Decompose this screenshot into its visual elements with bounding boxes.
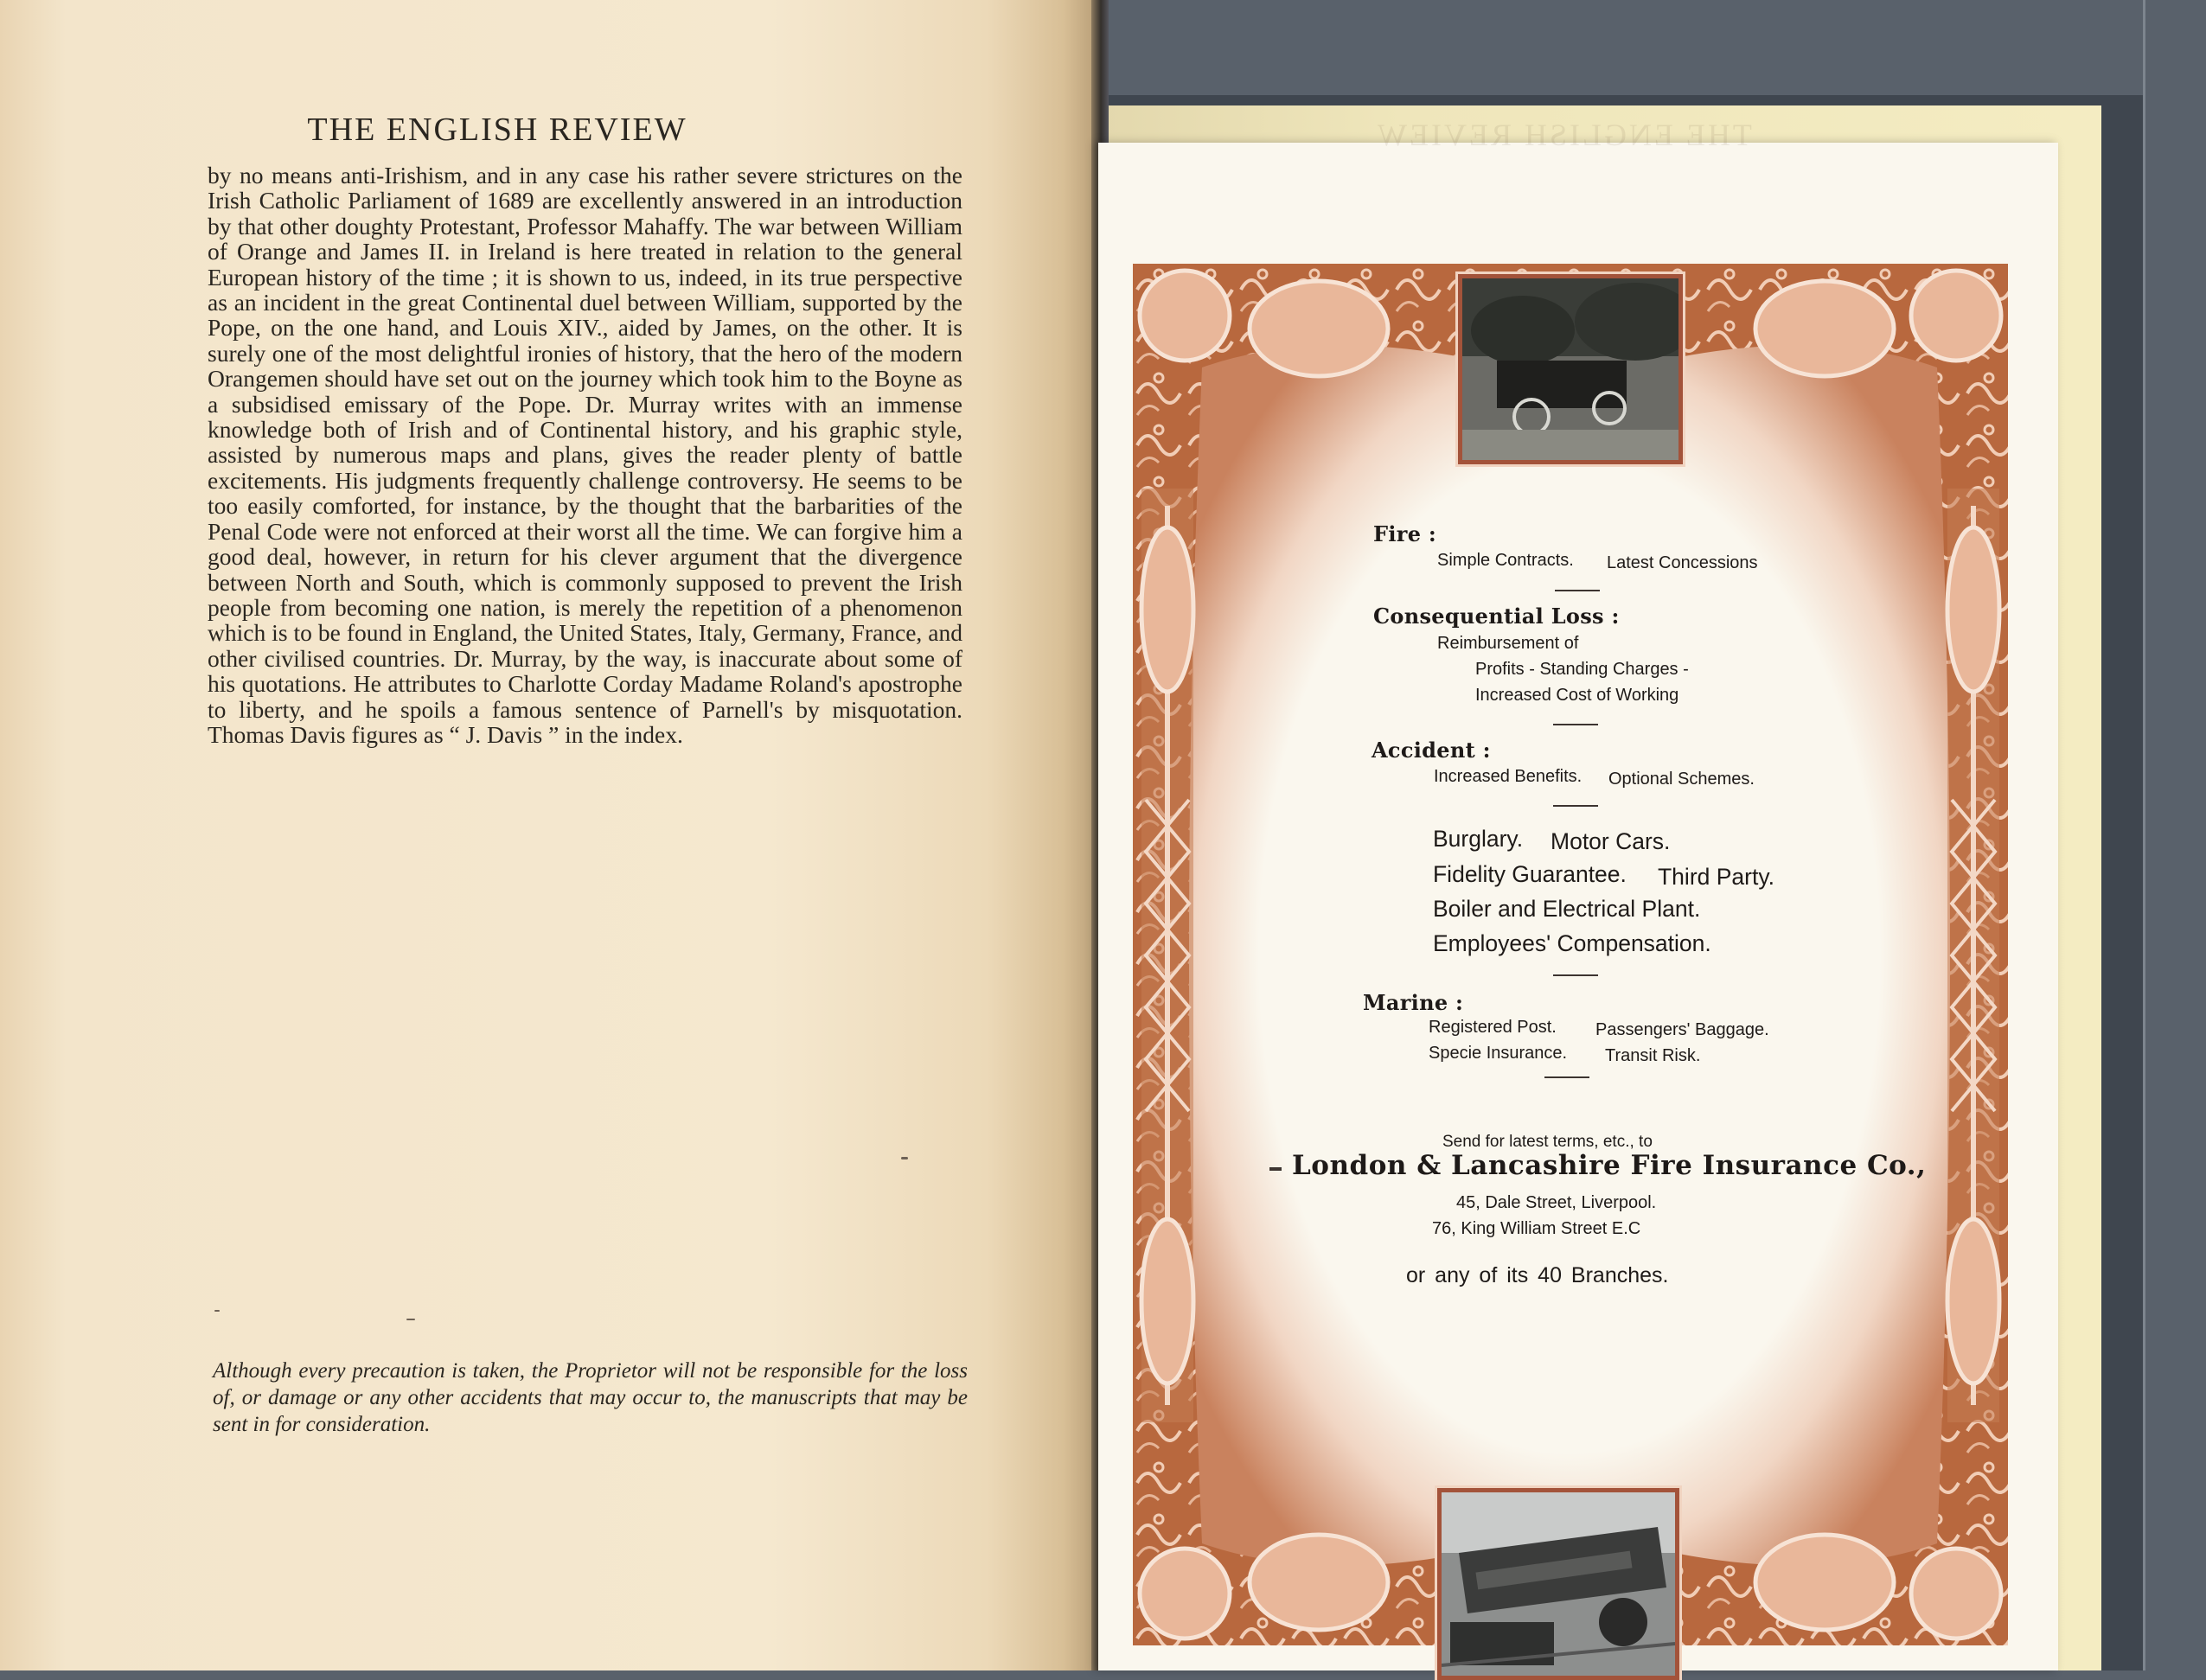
general-burglary: Burglary. bbox=[1433, 826, 1524, 852]
insurance-ad-text bbox=[1098, 143, 2058, 1670]
paper-speck bbox=[214, 1310, 220, 1312]
section-rule bbox=[1553, 724, 1598, 725]
general-employees-compensation: Employees' Compensation. bbox=[1433, 930, 1711, 956]
general-motor-cars: Motor Cars. bbox=[1551, 828, 1671, 854]
accident-heading: Accident : bbox=[1372, 738, 1491, 763]
marine-item-passengers-baggage: Passengers' Baggage. bbox=[1595, 1020, 1769, 1039]
send-for-terms: Send for latest terms, etc., to bbox=[1442, 1133, 1653, 1151]
fire-item-simple-contracts: Simple Contracts. bbox=[1437, 551, 1574, 570]
marine-item-transit-risk: Transit Risk. bbox=[1605, 1046, 1701, 1065]
consequential-line-3: Increased Cost of Working bbox=[1475, 686, 1679, 705]
consequential-loss-heading: Consequential Loss : bbox=[1373, 604, 1620, 629]
article-body-text: by no means anti-Irishism, and in any case his rather severe strictures on the Irish Catholic Parliament of 1689 are excellently answered in an introduction by that other doughty Protestant, Professor Mahaffy. The war between William of Orange and James II. in Ireland is here treated in relation to the general European history of the time ; it is shown to us, indeed, in its true perspective as an incident in the great Continental duel between William, supported by the Pope, on the one hand, and Louis XIV., aided by James, on the other. It is surely one of the most delightful ironies of history, that the hero of the modern Orangemen should have set out on the journey which took him to the Boyne as a subsidised emissary of the Pope. Dr. Murray writes with an immense knowledge both of Irish and of Continental history, and his graphic style, assisted by numerous maps and plans, gives the reader plenty of battle excitements. His judgments frequently challenge controversy. He seems to be too easily comforted, for instance, by the thought that the barbarities of the Penal Code were not enforced at their worst all the time. We can forgive him a good deal, however, in return for his clever argument that the divergence between North and South, which is commonly supposed to prevent the Irish people from becoming one nation, is merely the repetition of a phenomenon which is to be found in England, the United States, Italy, Germany, France, and other civilised countries. Dr. Murray, by the way, is inaccurate about some of his quotations. He attributes to Charlotte Corday Madame Roland's apostrophe to liberty, and he spoils a famous sentence of Parnell's by misquotation. Thomas Davis figures as “ J. Davis ” in the index. bbox=[208, 162, 962, 748]
board-edge bbox=[2143, 0, 2145, 1670]
fire-heading: Fire : bbox=[1373, 521, 1437, 546]
marine-item-specie-insurance: Specie Insurance. bbox=[1429, 1044, 1568, 1063]
paper-speck bbox=[406, 1319, 415, 1320]
address-london: 76, King William Street E.C bbox=[1432, 1219, 1641, 1238]
general-boiler-electrical: Boiler and Electrical Plant. bbox=[1433, 896, 1701, 922]
paper-speck bbox=[901, 1157, 908, 1159]
running-head: THE ENGLISH REVIEW bbox=[307, 112, 687, 148]
general-third-party: Third Party. bbox=[1658, 864, 1774, 890]
left-page bbox=[0, 0, 1097, 1670]
accident-item-increased-benefits: Increased Benefits. bbox=[1434, 767, 1583, 786]
general-fidelity-guarantee: Fidelity Guarantee. bbox=[1433, 861, 1627, 887]
proprietor-disclaimer: Although every precaution is taken, the Proprietor will not be responsible for the loss of, or damage or any other accidents that may occur to, the manuscripts that may be sent in for consideration. bbox=[213, 1359, 968, 1436]
section-rule bbox=[1553, 974, 1598, 976]
section-rule bbox=[1553, 805, 1598, 807]
section-rule bbox=[1555, 590, 1600, 591]
right-page-advertisement bbox=[1098, 118, 2058, 1670]
company-name: London & Lancashire Fire Insurance Co., bbox=[1292, 1150, 1927, 1181]
marine-item-registered-post: Registered Post. bbox=[1429, 1018, 1557, 1037]
marine-heading: Marine : bbox=[1363, 990, 1464, 1015]
accident-item-optional-schemes: Optional Schemes. bbox=[1608, 770, 1755, 789]
address-liverpool: 45, Dale Street, Liverpool. bbox=[1456, 1193, 1657, 1212]
company-dash bbox=[1269, 1167, 1282, 1171]
show-through-title: THE ENGLISH REVIEW bbox=[1375, 118, 1752, 152]
branches-line: or any of its 40 Branches. bbox=[1406, 1263, 1669, 1287]
consequential-line-1: Reimbursement of bbox=[1437, 634, 1579, 653]
consequential-line-2: Profits - Standing Charges - bbox=[1475, 660, 1689, 679]
section-rule bbox=[1544, 1076, 1589, 1078]
fire-item-latest-concessions: Latest Concessions bbox=[1607, 553, 1758, 572]
